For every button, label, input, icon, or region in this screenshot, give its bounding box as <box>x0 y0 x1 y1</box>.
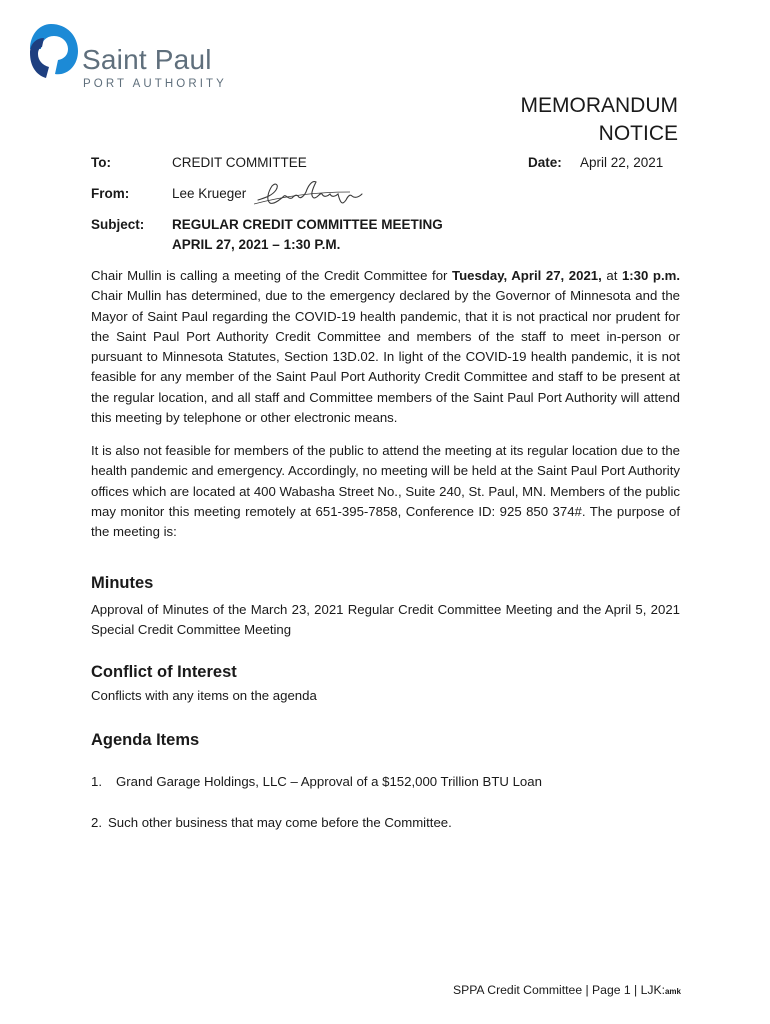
p1-time-bold: 1:30 p.m. <box>621 268 681 283</box>
footer-text: SPPA Credit Committee | Page 1 | LJK: <box>452 983 665 997</box>
logo-mark-icon <box>22 22 80 80</box>
agenda-item <box>91 774 542 789</box>
paragraph-public-access: It is also not feasible for members of the public to attend the meeting at its regular location due to the health pandemic and emergency. Accordingly, no meeting will be held at the Saint Paul Port Authority offices which are located at 400 Wabasha Street No., Suite 240, St. Paul, MN. Members of the public may monitor this meeting remotely at 651-395-7858, Conference ID: 925 850 374#. The purpose of the meeting is: <box>91 443 680 540</box>
memo-title-line2: NOTICE <box>598 122 678 145</box>
agenda-item-number: 2. <box>91 815 102 830</box>
conflict-heading: Conflict of Interest <box>91 663 237 681</box>
page-footer <box>453 983 681 997</box>
minutes-text: Approval of Minutes of the March 23, 2021 Regular Credit Committee Meeting and the April 5, 2021 Special Credit Committee Meeting <box>91 602 680 638</box>
agenda-item-text: Grand Garage Holdings, LLC – Approval of a $152,000 Trillion BTU Loan <box>116 774 542 789</box>
agenda-item <box>91 815 452 830</box>
logo-name: Saint Paul <box>82 44 212 75</box>
p1-date-bold: Tuesday, April 27, 2021, <box>452 268 602 283</box>
subject-line2: APRIL 27, 2021 – 1:30 P.M. <box>172 237 341 252</box>
date-value: April 22, 2021 <box>580 155 664 170</box>
agenda-heading: Agenda Items <box>91 731 200 749</box>
from-label: From: <box>91 186 130 201</box>
handwritten-signature <box>254 176 372 210</box>
subject-label: Subject: <box>91 217 145 232</box>
from-value: Lee Krueger <box>172 186 247 201</box>
subject-line1: REGULAR CREDIT COMMITTEE MEETING <box>172 217 443 232</box>
agenda-item-text: Such other business that may come before the Committee. <box>108 815 452 830</box>
p1-mid: at <box>601 268 622 283</box>
date-label: Date: <box>528 155 562 170</box>
agenda-item-number: 1. <box>91 774 102 789</box>
paragraph-meeting-call <box>91 266 680 428</box>
conflict-text: Conflicts with any items on the agenda <box>91 688 317 703</box>
p1-start: Chair Mullin is calling a meeting of the Credit Committee for <box>91 268 452 283</box>
p1-rest: Chair Mullin has determined, due to the emergency declared by the Governor of Minnesota and the Mayor of Saint Paul regarding the COVID-19 health pandemic, that it is not practical nor prudent for the Saint Paul Port Authority Credit Committee and members of the staff to meet in-person or pursuant to Minnesota Statutes, Section 13D.02. In light of the COVID-19 health pandemic, it is not feasible for any member of the Saint Paul Port Authority Credit Committee and staff to be present at the regular location, and all staff and Committee members of the Saint Paul Port Authority will attend this meeting by telephone or other electronic means. <box>91 288 680 426</box>
minutes-heading: Minutes <box>91 574 154 592</box>
memo-title-line1: MEMORANDUM <box>520 94 678 117</box>
to-value: CREDIT COMMITTEE <box>172 155 307 170</box>
footer-initials: amk <box>664 987 681 996</box>
saint-paul-port-authority-logo <box>20 20 240 95</box>
memo-title <box>521 92 679 148</box>
logo-subtitle: PORT AUTHORITY <box>83 78 227 90</box>
to-label: To: <box>91 155 111 170</box>
